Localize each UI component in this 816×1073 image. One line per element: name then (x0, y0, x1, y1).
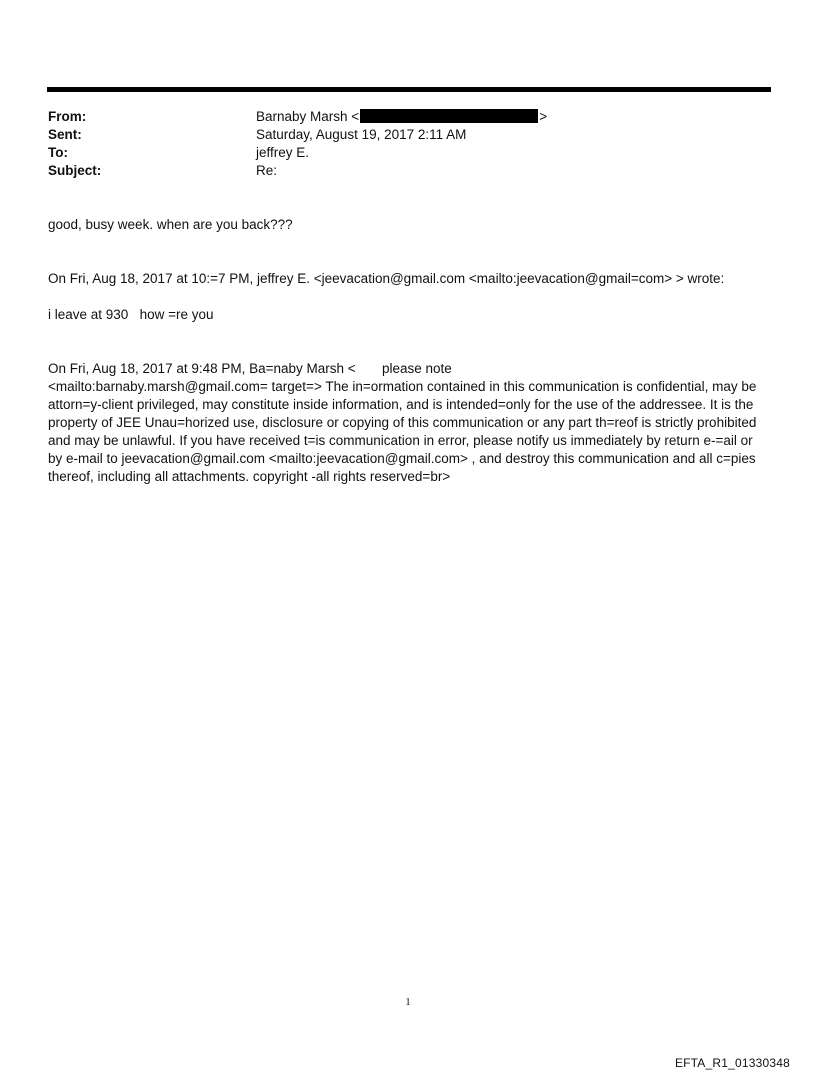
quoted-message-1 (48, 306, 768, 324)
from-value (256, 108, 547, 126)
page-number: 1 (405, 996, 411, 1008)
from-close-bracket: > (539, 109, 548, 124)
from-name: Barnaby Marsh < (256, 109, 360, 124)
quoted-header-2 (48, 360, 768, 486)
subject-label: Subject: (48, 163, 102, 178)
disclaimer-text: <mailto:barnaby.marsh@gmail.com= target=> The in=ormation contained in this communication is confidential, may be attorn=y-client privileged, may constitute inside information, and is intended=only for the use of the addressee. It is the property of JEE Unau=horized use, disclosure or copying of this communication or any part th=reof is strictly prohibited and may be unlawful. If you have received t=is communication in error, please notify us immediately by return e-=ail or by e-mail to jeevacation@gmail.com <mailto:jeevacation@gmail.com> , and destroy this communication and all c=pies thereof, including all attachments. copyright -all rights reserved=br> (48, 379, 757, 484)
quoted-header-1: On Fri, Aug 18, 2017 at 10:=7 PM, jeffrey E. <jeevacation@gmail.com <mailto:jeevacation@gmail=com> > wrote: (48, 271, 725, 286)
to-label: To: (48, 145, 68, 160)
from-row (48, 108, 748, 126)
quoted-message-1-part-a: i leave at 930 (48, 307, 129, 322)
quoted-header-2-text: On Fri, Aug 18, 2017 at 9:48 PM, Ba=naby Marsh < (48, 361, 356, 376)
sent-label: Sent: (48, 127, 82, 142)
redaction-box (360, 109, 538, 123)
email-header (48, 108, 748, 180)
subject-row (48, 162, 748, 180)
quoted-message-1-part-b: how =re you (139, 307, 214, 322)
quoted-header-2-line (48, 360, 768, 378)
from-label: From: (48, 109, 87, 124)
quoted-header-2-note: please note (381, 361, 452, 376)
sent-value: Saturday, August 19, 2017 2:11 AM (256, 127, 467, 142)
header-rule (47, 87, 771, 92)
to-value: jeffrey E. (256, 145, 310, 160)
subject-value: Re: (256, 163, 278, 178)
to-row (48, 144, 748, 162)
sent-row (48, 126, 748, 144)
message-body: good, busy week. when are you back??? (48, 217, 293, 232)
bates-number: EFTA_R1_01330348 (674, 1056, 790, 1070)
